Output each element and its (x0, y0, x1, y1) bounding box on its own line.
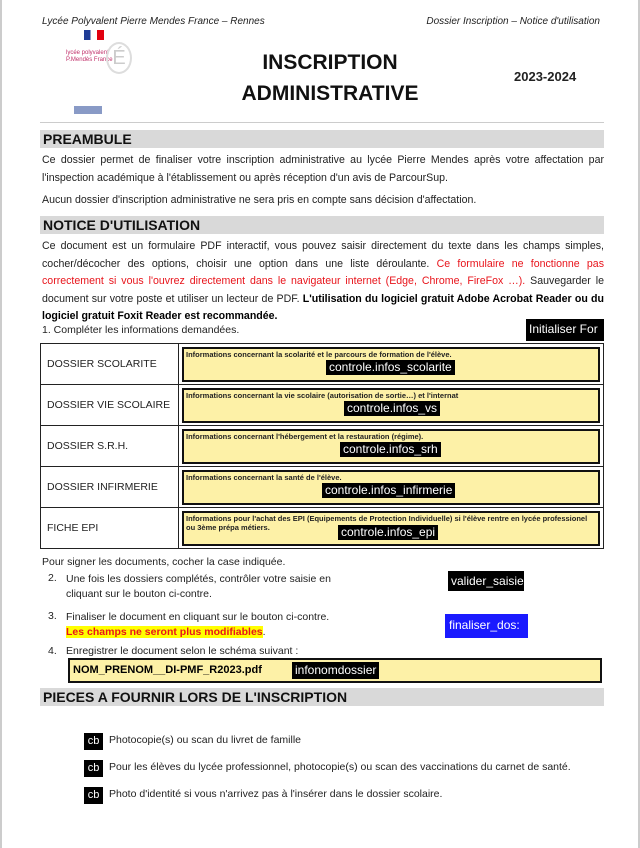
dossier-info: Informations concernant l'hébergement et la restauration (régime). (186, 431, 424, 441)
section-pieces: PIECES A FOURNIR LORS DE L'INSCRIPTION (40, 688, 604, 706)
dossier-label: FICHE EPI (41, 508, 179, 549)
step-4-num: 4. (48, 645, 57, 657)
title-line1: INSCRIPTION (262, 51, 398, 74)
notice-warning: Ce formulaire ne fonctionne pas correctement si vous l'ouvrez directement dans le navigateur internet (Edge, Chrome, FireFox …). (42, 257, 604, 287)
infonomdossier-field[interactable]: infonomdossier (292, 662, 379, 679)
notice-paragraph (42, 238, 604, 326)
valider-saisie-button[interactable]: valider_saisie (448, 571, 524, 591)
filename-field[interactable] (68, 658, 602, 683)
dossier-label: DOSSIER INFIRMERIE (41, 467, 179, 508)
dossier-cell (179, 467, 604, 508)
dossier-cell (179, 426, 604, 467)
dossier-control-field[interactable]: controle.infos_vs (344, 401, 440, 416)
dossier-row (41, 467, 604, 508)
dossier-info-field[interactable] (182, 347, 600, 382)
header-school: Lycée Polyvalent Pierre Mendes France – Rennes (42, 16, 265, 27)
notice-recommendation: L'utilisation du logiciel gratuit Adobe Acrobat Reader ou du logiciel gratuit Foxit Reader est recommandée. (42, 292, 604, 322)
preambule-p1: Ce dossier permet de finaliser votre inscription administrative au lycée Pierre Mendes après votre affectation par l'inspection académique à l'établissement ou après réception d'un avis de ParcourSup. (42, 154, 604, 184)
dossier-cell (179, 508, 604, 549)
notice-text-2: Sauvegarder le document sur votre poste et utiliser un lecteur de PDF. (42, 275, 604, 305)
dossier-label: DOSSIER SCOLARITE (41, 344, 179, 385)
dossier-info: Informations concernant la vie scolaire (autorisation de sortie…) et l'internat (186, 390, 459, 400)
step-3-instruction: Finaliser le document en cliquant sur le bouton ci-contre. (66, 611, 330, 623)
title-line2: ADMINISTRATIVE (241, 82, 419, 105)
preambule-p2: Aucun dossier d'inscription administrative ne sera pris en compte sans décision d'affectation. (42, 194, 477, 206)
dossier-info-field[interactable] (182, 429, 600, 464)
step-3-num: 3. (48, 610, 57, 622)
piece-item: Photo d'identité si vous n'arrivez pas à l'insérer dans le dossier scolaire. (109, 788, 443, 800)
dossier-label: DOSSIER VIE SCOLAIRE (41, 385, 179, 426)
piece-checkbox[interactable]: cb (84, 733, 103, 750)
dossier-info: Informations concernant la scolarité et le parcours de formation de l'élève. (186, 349, 452, 359)
dossier-control-field[interactable]: controle.infos_scolarite (326, 360, 455, 375)
section-notice: NOTICE D'UTILISATION (40, 216, 604, 234)
piece-item: Photocopie(s) ou scan du livret de famille (109, 734, 302, 746)
step-4-text: Enregistrer le document selon le schéma suivant : (66, 645, 299, 657)
filename-schema: NOM_PRENOM__DI-PMF_R2023.pdf (73, 664, 262, 676)
piece-checkbox[interactable]: cb (84, 760, 103, 777)
sign-instruction: Pour signer les documents, cocher la case indiquée. (42, 556, 286, 568)
step-1: 1. Compléter les informations demandées. (42, 324, 240, 336)
finaliser-dossier-button[interactable]: finaliser_dos: (446, 615, 527, 637)
notice-text: Ce document est un formulaire PDF interactif, vous pouvez saisir directement du texte dans les champs simples, cocher/décocher des options, choisir une option dans une liste déroulante. (42, 240, 604, 270)
init-form-button[interactable]: Initialiser For (526, 319, 604, 341)
school-year: 2023-2024 (514, 69, 577, 84)
dossier-cell (179, 344, 604, 385)
dossier-info-field[interactable] (182, 388, 600, 423)
school-logo: lycée polyvalent P.Mendès France É (66, 30, 134, 122)
dossier-info-field[interactable] (182, 511, 600, 546)
dossier-label: DOSSIER S.R.H. (41, 426, 179, 467)
dossier-row (41, 344, 604, 385)
dossier-info-field[interactable] (182, 470, 600, 505)
step-2-text: Une fois les dossiers complétés, contrôler votre saisie en cliquant sur le bouton ci-contre. (66, 573, 331, 600)
dossier-row (41, 385, 604, 426)
step-3-warning: Les champs ne seront plus modifiables (66, 626, 263, 638)
dossier-control-field[interactable]: controle.infos_epi (338, 525, 438, 540)
dossier-info: Informations concernant la santé de l'élève. (186, 472, 342, 482)
divider (40, 122, 604, 123)
step-2-num: 2. (48, 572, 57, 584)
dossier-cell (179, 385, 604, 426)
piece-item: Pour les élèves du lycée professionnel, photocopie(s) ou scan des vaccinations du carnet de santé. (109, 761, 571, 773)
dossier-control-field[interactable]: controle.infos_srh (340, 442, 441, 457)
dossier-row (41, 426, 604, 467)
section-preambule: PREAMBULE (40, 130, 604, 148)
piece-checkbox[interactable]: cb (84, 787, 103, 804)
dossier-info: Informations pour l'achat des EPI (Equipements de Protection Individuelle) si l'élève rentre en lycée professionel ou 3ème prépa métiers. (186, 513, 588, 532)
dossier-control-field[interactable]: controle.infos_infirmerie (322, 483, 455, 498)
header-doc: Dossier Inscription – Notice d'utilisation (426, 16, 600, 27)
step-3-text: Finaliser le document en cliquant sur le bouton ci-contre. Les champs ne seront plus modifiables. (66, 611, 330, 638)
logo-text: lycée polyvalent P.Mendès France (66, 50, 113, 63)
dossiers-table (40, 343, 604, 549)
dossier-row (41, 508, 604, 549)
